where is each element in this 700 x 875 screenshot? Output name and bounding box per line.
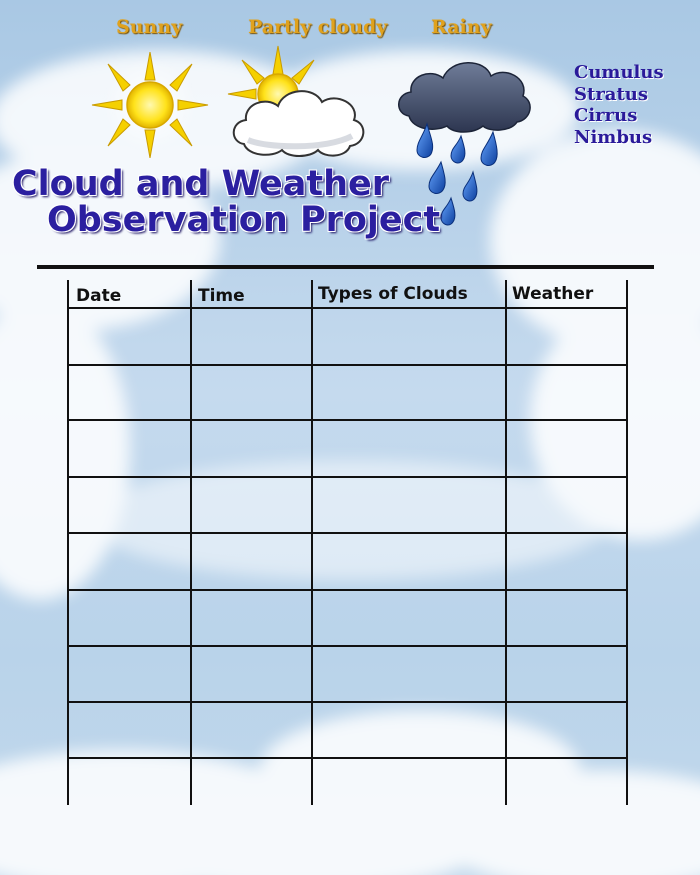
column-header-date: Date bbox=[76, 286, 122, 306]
sun-icon bbox=[88, 52, 212, 158]
column-header-weather: Weather bbox=[512, 284, 594, 304]
table-cell-cloud-types[interactable] bbox=[314, 704, 504, 756]
cloud-type-item: Stratus bbox=[574, 83, 648, 105]
table-cell-cloud-types[interactable] bbox=[314, 760, 504, 803]
table-cell-weather[interactable] bbox=[508, 310, 625, 363]
table-cell-date[interactable] bbox=[70, 367, 189, 418]
table-cell-weather[interactable] bbox=[508, 760, 625, 803]
partly-cloudy-icon bbox=[226, 44, 370, 162]
column-header-time: Time bbox=[198, 286, 245, 306]
table-cell-time[interactable] bbox=[193, 479, 310, 531]
table-cell-time[interactable] bbox=[193, 592, 310, 644]
cloud-type-item: Cumulus bbox=[574, 62, 664, 83]
table-cell-weather[interactable] bbox=[508, 592, 625, 644]
label-partly-cloudy: Partly cloudy bbox=[248, 16, 388, 38]
table-cell-date[interactable] bbox=[70, 648, 189, 700]
table-cell-time[interactable] bbox=[193, 535, 310, 588]
table-cell-date[interactable] bbox=[70, 592, 189, 644]
table-cell-time[interactable] bbox=[193, 648, 310, 700]
cloud-type-item: Cirrus bbox=[574, 105, 638, 126]
label-rainy: Rainy bbox=[431, 16, 492, 38]
table-cell-date[interactable] bbox=[70, 422, 189, 475]
table-cell-time[interactable] bbox=[193, 422, 310, 475]
table-cell-time[interactable] bbox=[193, 367, 310, 418]
table-cell-date[interactable] bbox=[70, 704, 189, 756]
cloud-type-item: Nimbus bbox=[574, 126, 653, 148]
label-sunny: Sunny bbox=[116, 16, 183, 38]
table-cell-cloud-types[interactable] bbox=[314, 648, 504, 700]
table-cell-weather[interactable] bbox=[508, 535, 625, 588]
table-cell-date[interactable] bbox=[70, 760, 189, 803]
page-title-line-2: Observation Project bbox=[47, 200, 441, 240]
table-cell-date[interactable] bbox=[70, 535, 189, 588]
table-cell-cloud-types[interactable] bbox=[314, 535, 504, 588]
table-cell-weather[interactable] bbox=[508, 422, 625, 475]
table-cell-weather[interactable] bbox=[508, 367, 625, 418]
table-cell-cloud-types[interactable] bbox=[314, 422, 504, 475]
title-divider bbox=[37, 265, 654, 269]
table-cell-date[interactable] bbox=[70, 479, 189, 531]
cloud-types-list bbox=[574, 62, 664, 148]
table-cell-time[interactable] bbox=[193, 704, 310, 756]
table-cell-cloud-types[interactable] bbox=[314, 592, 504, 644]
page-title-line-1: Cloud and Weather bbox=[12, 164, 390, 204]
table-cell-weather[interactable] bbox=[508, 704, 625, 756]
column-header-cloud-types: Types of Clouds bbox=[318, 284, 468, 304]
table-cell-weather[interactable] bbox=[508, 479, 625, 531]
table-cell-time[interactable] bbox=[193, 310, 310, 363]
table-cell-weather[interactable] bbox=[508, 648, 625, 700]
table-cell-cloud-types[interactable] bbox=[314, 310, 504, 363]
table-cell-time[interactable] bbox=[193, 760, 310, 803]
table-cell-cloud-types[interactable] bbox=[314, 479, 504, 531]
table-cell-cloud-types[interactable] bbox=[314, 367, 504, 418]
table-cell-date[interactable] bbox=[70, 310, 189, 363]
